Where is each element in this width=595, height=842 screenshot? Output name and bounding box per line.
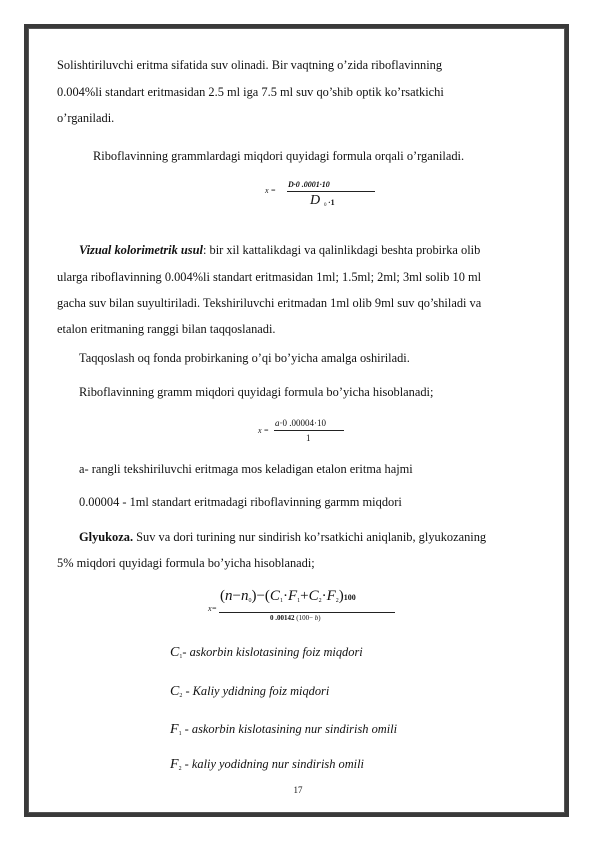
- formula-riboflavin-visual: [258, 418, 358, 450]
- formula1-denominator-rest: ·1: [328, 198, 335, 207]
- para6: a- rangli tekshiriluvchi eritmaga mos keladigan etalon eritma hajmi: [79, 462, 413, 476]
- para1-line2: 0.004%li standart eritmasidan 2.5 ml iga 7.5 ml suv qo’shib optik ko’rsatkichi: [57, 85, 444, 99]
- para4: Taqqoslash oq fonda probirkaning o’qi bo’yicha amalga oshiriladi.: [79, 351, 410, 365]
- para8-term: Glyukoza.: [79, 530, 134, 544]
- para2: Riboflavinning grammlardagi miqdori quyidagi formula orqali o’rganiladi.: [93, 149, 465, 163]
- legend-item-f2: [170, 757, 364, 777]
- formula3-denominator: [270, 614, 321, 622]
- para8-line1-rest: Suv va dori turining nur sindirish ko’rsatkichi aniqlanib, glyukozaning: [133, 530, 487, 544]
- formula2-numerator: [275, 418, 326, 428]
- legend-symbol: C: [170, 645, 180, 660]
- formula2-fraction-bar: [274, 430, 344, 431]
- para3-line1: [79, 243, 480, 258]
- legend-symbol: C: [170, 684, 180, 699]
- para1-line1: Solishtiriluvchi eritma sifatida suv olinadi. Bir vaqtning o’zida riboflavinning: [57, 58, 443, 72]
- formula1-lhs: x =: [265, 186, 276, 195]
- formula2-numerator-rest: ·0 .00004·10: [279, 418, 326, 428]
- formula2-numerator-var: a: [275, 418, 280, 428]
- formula3-denominator-const: 0 .00142: [270, 614, 295, 622]
- para3-line2: ularga riboflavinning 0.004%li standart eritmasidan 1ml; 1.5ml; 2ml; 3ml solib 10 ml: [57, 270, 482, 284]
- legend-item-c2: [170, 684, 329, 704]
- legend-item-f1: [170, 722, 397, 742]
- para5: Riboflavinning gramm miqdori quyidagi formula bo’yicha hisoblanadi;: [79, 385, 434, 399]
- formula2-lhs: x =: [258, 426, 269, 435]
- legend-text: - kaliy yodidning nur sindirish omili: [181, 757, 364, 771]
- formula3-numerator: $(n-n_0)-(C_1\cdot F_1+C_2\cdot F_2)100$: [220, 588, 356, 604]
- legend-sub: 2: [178, 766, 182, 772]
- legend-sub: 1: [178, 731, 182, 737]
- formula3-fraction-bar: [219, 612, 395, 613]
- legend-item-c1: [170, 645, 363, 665]
- legend-text: - Kaliy ydidning foiz miqdori: [182, 684, 330, 698]
- legend-text: - askorbin kislotasining foiz miqdori: [182, 645, 363, 659]
- formula3-denominator-close: ): [318, 614, 321, 622]
- legend-symbol: F: [170, 757, 179, 772]
- formula-riboflavin-optical: [265, 178, 375, 214]
- para3-line4: etalon eritmaning ranggi bilan taqqoslanadi.: [57, 322, 276, 336]
- page-number: 17: [293, 785, 303, 795]
- formula1-numerator: D·0 .0001·10: [288, 180, 330, 189]
- formula3-denominator-paren: (100−: [296, 614, 314, 622]
- formula-glucose: [208, 586, 398, 626]
- para3-line1-rest: : bir xil kattalikdagi va qalinlikdagi beshta probirka olib: [202, 243, 481, 257]
- formula1-denominator-sub: 0: [324, 203, 327, 208]
- formula2-denominator: 1: [306, 433, 311, 443]
- legend-text: - askorbin kislotasining nur sindirish omili: [181, 722, 398, 736]
- para1-line3: o’rganiladi.: [57, 111, 115, 125]
- formula1-fraction-bar: [287, 191, 375, 192]
- para8-line2: 5% miqdori quyidagi formula bo’yicha hisoblanadi;: [57, 556, 315, 570]
- legend-sub: 1: [179, 654, 183, 660]
- formula1-denominator-var: D: [310, 193, 321, 208]
- para8-line1: [79, 530, 486, 545]
- formula3-lhs: x=: [208, 604, 217, 613]
- para7: 0.00004 - 1ml standart eritmadagi riboflavinning garmm miqdori: [79, 495, 402, 509]
- formula3-denominator-var: b: [314, 614, 319, 622]
- legend-sub: 2: [179, 693, 183, 699]
- para3-line3: gacha suv bilan suyultiriladi. Tekshiriluvchi eritmadan 1ml olib 9ml suv qo’shiladi va: [57, 296, 482, 310]
- para3-term: Vizual kolorimetrik usul: [79, 243, 203, 257]
- legend-symbol: F: [170, 722, 179, 737]
